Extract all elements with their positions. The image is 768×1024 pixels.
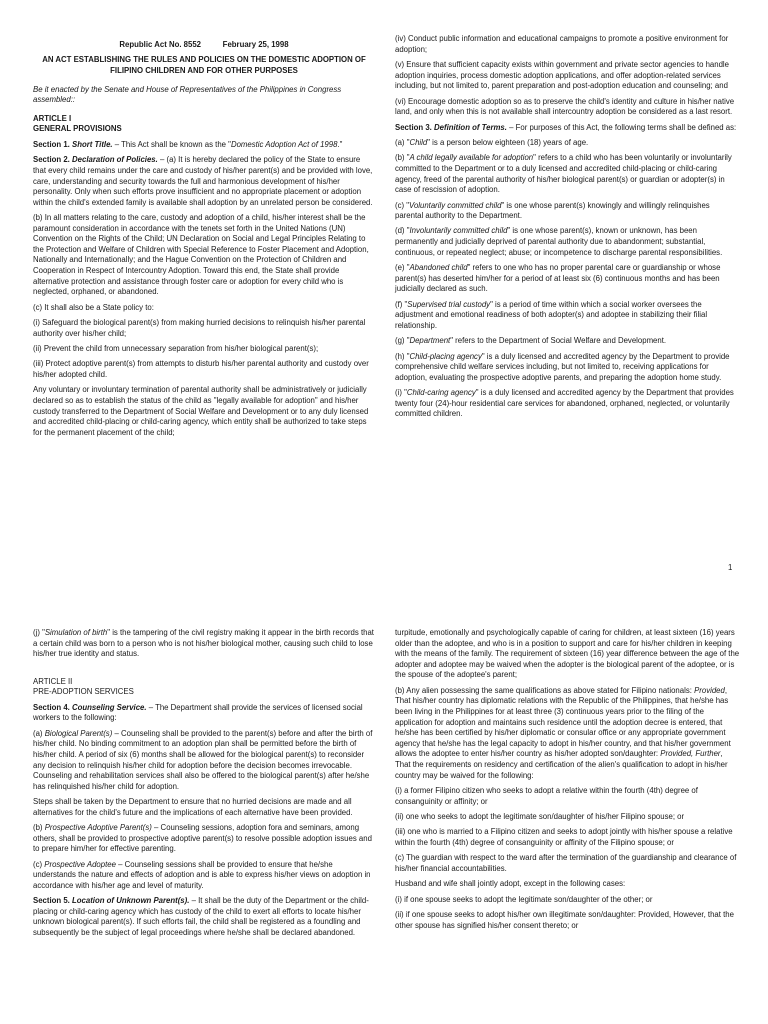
def-prefix: (e) ": [395, 263, 410, 273]
counseling-b: [33, 823, 375, 855]
section-2a: [33, 155, 375, 208]
definition-c: [395, 201, 740, 222]
item-text: – Counseling sessions shall be provided to ensure that he/she understands the nature and effects of adoption and is able to express his/her views on adoption in accordance with his/her age and level of maturity.: [33, 859, 371, 890]
def-text: " refers to one who has no proper parental care or guardianship or whose parent(s) has deserted him/her for a period of at least six (6) continuous months and has been judicially declared as such.: [395, 263, 721, 294]
def-term: Abandoned child: [409, 263, 468, 273]
def-text: " is a duly licensed and accredited agency by the Department to provide comprehensive child welfare services including, but not limited to, receiving applications for adoption, evaluating the prospective adoptive parents, and preparing the adoption home study.: [395, 351, 730, 382]
section-text: – (a) It is hereby declared the policy of the State to ensure that every child remains under the care and custody of his/her parent(s) and be provided with love, care, understanding and security towards the full and harmonious development of his/her personality. Only when such efforts prove insufficient and no appropriate placement or adoption within the child's extended family is available shall adoption by an unrelated person be considered.: [33, 155, 373, 207]
def-text: " is one whose parent(s) knowingly and willingly relinquishes parental authority to the Department.: [395, 200, 710, 221]
section-3: [395, 123, 740, 134]
article-heading: [33, 677, 375, 698]
def-text: " is a period of time within which a social worker oversees the adjustment and emotional readiness of both adopter(s) and adoptee in stabilizing their filial relationship.: [395, 299, 708, 330]
section-heading: Definition of Terms.: [434, 122, 507, 132]
section-5: [33, 896, 375, 938]
item-text: , That the requirements on residency and certification of the alien's qualification to adopt in his/her country may be waived for the following:: [395, 749, 728, 780]
section-2c-i: (i) Safeguard the biological parent(s) from making hurried decisions to relinquish his/her parental authority over his/her child;: [33, 318, 366, 338]
page1-left-column: [33, 40, 375, 443]
section-text: – For purposes of this Act, the following terms shall be defined as:: [506, 122, 737, 132]
article-heading: [33, 114, 375, 135]
def-prefix: (j) ": [33, 628, 45, 637]
spacer: [33, 665, 375, 677]
qualification-b: [395, 686, 740, 781]
act-title: AN ACT ESTABLISHING THE RULES AND POLICIES ON THE DOMESTIC ADOPTION OF FILIPINO CHILDREN AND FOR OTHER PURPOSES: [42, 55, 366, 75]
article-label: ARTICLE II: [33, 676, 73, 686]
page2-right-column: [395, 628, 740, 936]
def-prefix: (c) ": [395, 200, 410, 210]
joint-exception-ii: (ii) if one spouse seeks to adopt his/her own illegitimate son/daughter: Provided, However, that the other spouse has signified his/her consent thereto; or: [395, 910, 734, 930]
section-label: Section 3.: [395, 122, 432, 132]
def-prefix: (h) ": [395, 351, 410, 361]
section-text: – This Act shall be known as the ": [112, 139, 231, 149]
section-label: Section 4.: [33, 702, 70, 712]
item-text: – Counseling shall be provided to the parent(s) before and after the birth of his/her child. No binding commitment to an adoption plan shall be permitted before the birth of his/her child. A period of six (6) months shall be allowed for the biological parent(s) to reconsider any decision to relinquish his/her child for adoption before the decision becomes irrevocable. Counseling and rehabilitation services shall also be offered to the biological parent(s) after he/she has relinquished his/her child for adoption.: [33, 728, 373, 791]
page1-right-column: [395, 34, 740, 425]
waiver-i: (i) a former Filipino citizen who seeks to adopt a relative within the fourth (4th) degree of consanguinity or affinity; or: [395, 785, 698, 806]
def-prefix: (i) ": [395, 388, 407, 398]
def-term: Involuntarily committed child: [409, 226, 508, 236]
counseling-a: [33, 729, 375, 793]
section-1: [33, 140, 375, 151]
section-label: Section 5.: [33, 896, 70, 906]
proviso: Provided, Further: [660, 749, 721, 759]
waiver-iii: (iii) one who is married to a Filipino citizen and seeks to adopt jointly with his/her spouse a relative within the fourth (4th) degree of consanguinity or affinity of the Filipino spouse; or: [395, 827, 733, 847]
section-label: Section 2.: [33, 155, 70, 165]
section-text: – The Department shall provide the services of licensed social workers to the following:: [33, 702, 363, 723]
counseling-c: [33, 860, 375, 892]
section-2c: (c) It shall also be a State policy to:: [33, 302, 154, 312]
section-2c-tail: Any voluntary or involuntary termination of parental authority shall be administratively or judicially declared so as to establish the status of the child as "legally available for adoption" and his/her custody transferred to the Department of Social Welfare and Development or to any duly licensed and accredited child-placing or child-caring agency, which entity shall be authorized to take steps for the permanent placement of the child;: [33, 385, 369, 437]
proviso: Provided: [694, 685, 725, 695]
def-term: Simulation of birth: [44, 628, 108, 637]
def-prefix: (f) ": [395, 299, 408, 309]
item-text: – Counseling sessions, adoption fora and seminars, among others, shall be provided to prospective adoptive parent(s) to resolve possible adoption issues and to prepare him/her for effective parenting.: [33, 823, 372, 854]
article-title: GENERAL PROVISIONS: [33, 124, 122, 134]
qualification-c: (c) The guardian with respect to the ward after the termination of the guardianship and clearance of his/her financial accountabilities.: [395, 853, 737, 873]
section-2c-ii: (ii) Prevent the child from unnecessary separation from his/her biological parent(s);: [33, 344, 319, 354]
joint-exception-i: (i) if one spouse seeks to adopt the legitimate son/daughter of the other; or: [395, 894, 653, 904]
def-text: " is one whose parent(s), known or unknown, has been permanently and judicially deprived of parental authority due to abandonment; substantial, continuous, or repeated neglect; abuse; or incompetence to discharge parental responsibilities.: [395, 226, 723, 257]
section-text: – It shall be the duty of the Department or the child-placing or child-caring agency which has custody of the child to exert all efforts to locate his/her unknown biological parent(s). If such efforts fail, the child shall be registered as a foundling and subsequently be the subject of legal proceedings where he/she shall be declared abandoned.: [33, 896, 369, 938]
act-short-name: Domestic Adoption Act of 1998: [230, 139, 338, 149]
definition-g: [395, 336, 740, 347]
def-text: " is a person below eighteen (18) years of age.: [427, 137, 589, 147]
item-term: Prospective Adoptive Parent(s): [44, 823, 152, 833]
article-title: PRE-ADOPTION SERVICES: [33, 687, 134, 697]
def-term: Child-placing agency: [409, 351, 482, 361]
item-term: Prospective Adoptee: [44, 859, 116, 869]
section-4: [33, 703, 375, 724]
page-number: 1: [728, 563, 733, 572]
joint-adoption: Husband and wife shall jointly adopt, except in the following cases:: [395, 879, 626, 889]
def-prefix: (b) ": [395, 153, 410, 163]
def-term: Voluntarily committed child: [409, 200, 502, 210]
section-heading: Counseling Service.: [72, 702, 147, 712]
def-text: " is the tampering of the civil registry making it appear in the birth records that a certain child was born to a person who is not his/her biological mother, causing such child to lose his/her true identity and status.: [33, 628, 374, 659]
def-term: Department: [409, 336, 451, 346]
def-text: " refers to a child who has been voluntarily or involuntarily committed to the Department or to a duly licensed and accredited child-placing or child-caring agency, freed of the parental authority of his/her biological parent(s) or guardian or adopter(s) in case of rescission of adoption.: [395, 153, 732, 195]
definition-b: [395, 153, 740, 195]
policy-iv: (iv) Conduct public information and educational campaigns to promote a positive environment for adoption;: [395, 34, 729, 54]
counseling-steps: Steps shall be taken by the Department to ensure that no hurried decisions are made and all alternatives for the child's future and the implications of each alternative have been provided.: [33, 797, 353, 817]
section-heading: Declaration of Policies.: [72, 155, 158, 165]
def-prefix: (d) ": [395, 226, 410, 236]
definition-i: [395, 388, 740, 420]
definition-a: [395, 138, 740, 149]
definition-j: [33, 628, 375, 660]
item-text: (b) Any alien possessing the same qualifications as above stated for Filipino nationals:: [395, 685, 695, 695]
def-prefix: (a) ": [395, 137, 410, 147]
section-heading: Short Title.: [72, 139, 113, 149]
definition-f: [395, 300, 740, 332]
section-heading: Location of Unknown Parent(s).: [72, 896, 190, 906]
page-separator: [0, 590, 768, 620]
item-prefix: (a): [33, 728, 45, 738]
republic-act-header: Republic Act No. 8552 February 25, 1998: [119, 40, 289, 49]
def-term: Supervised trial custody: [407, 299, 491, 309]
page2-left-column: [33, 628, 375, 943]
def-text: " is a duly licensed and accredited agency by the Department that provides twenty four (24)-hour residential care services for abandoned, orphaned, neglected, or voluntarily committed children.: [395, 388, 734, 419]
waiver-ii: (ii) one who seeks to adopt the legitimate son/daughter of his/her Filipino spouse; or: [395, 811, 685, 821]
article-label: ARTICLE I: [33, 113, 72, 123]
def-text: " refers to the Department of Social Welfare and Development.: [450, 336, 667, 346]
def-term: Child-caring agency: [406, 388, 476, 398]
section-text-end: .": [337, 139, 343, 149]
item-text: , That his/her country has diplomatic relations with the Republic of the Philippines, that he/she has been living in the Philippines for at least three (3) continuous years prior to the filing of the application for adoption and maintains such residence until the adoption decree is entered, that he/she has been certified by his/her diplomatic or consular office or any appropriate government agency that he/she has the legal capacity to adopt in his/her country, and that his/her government allows the adoptee to enter his/her country as his/her adopted son/daughter:: [395, 685, 731, 759]
policy-v: (v) Ensure that sufficient capacity exists within government and private sector agencies to handle adoption inquiries, process domestic adoption applications, and offer adoption-related services including, but not limited to, parent preparation and post-adoption education and counseling; and: [395, 59, 729, 91]
section-2c-iii: (iii) Protect adoptive parent(s) from attempts to disturb his/her parental authority and custody over his/her adopted child.: [33, 359, 369, 380]
enacting-clause: Be it enacted by the Senate and House of Representatives of the Philippines in Congress assembled::: [33, 84, 342, 105]
item-prefix: (b): [33, 823, 45, 833]
def-term: A child legally available for adoption: [409, 153, 534, 163]
qualification-a-continued: turpitude, emotionally and psychologically capable of caring for children, at least sixteen (16) years older than the adoptee, and who is in a position to support and care for his/her children in keeping with the means of the family. The requirement of sixteen (16) year difference between the age of the adopter and adoptee may be waived when the adopter is the biological parent of the adoptee, or is the spouse of the adoptee's parent;: [395, 628, 740, 680]
item-term: Biological Parent(s): [44, 728, 113, 738]
definition-h: [395, 352, 740, 384]
item-prefix: (c): [33, 859, 45, 869]
section-label: Section 1.: [33, 139, 70, 149]
section-2b: (b) In all matters relating to the care, custody and adoption of a child, his/her interest shall be the paramount consideration in accordance with the tenets set forth in the United Nations (UN) Convention on the Rights of the Child; UN Declaration on Social and Legal Principles Relating to the Protection and Welfare of Children with Special Reference to Foster Placement and Adoption, Nationally and Internationally; and the Hague Convention on the Protection of Children and Cooperation in Respect of Intercountry Adoption. Toward this end, the State shall provide alternative protection and assistance through foster care or adoption for every child who is neglected, orphaned, or abandoned.: [33, 213, 369, 297]
def-prefix: (g) ": [395, 336, 410, 346]
policy-vi: (vi) Encourage domestic adoption so as to preserve the child's identity and culture in his/her native land, and only when this is not available shall intercountry adoption be considered as a last resort.: [395, 96, 735, 117]
definition-d: [395, 226, 740, 258]
definition-e: [395, 263, 740, 295]
def-term: Child: [409, 137, 428, 147]
